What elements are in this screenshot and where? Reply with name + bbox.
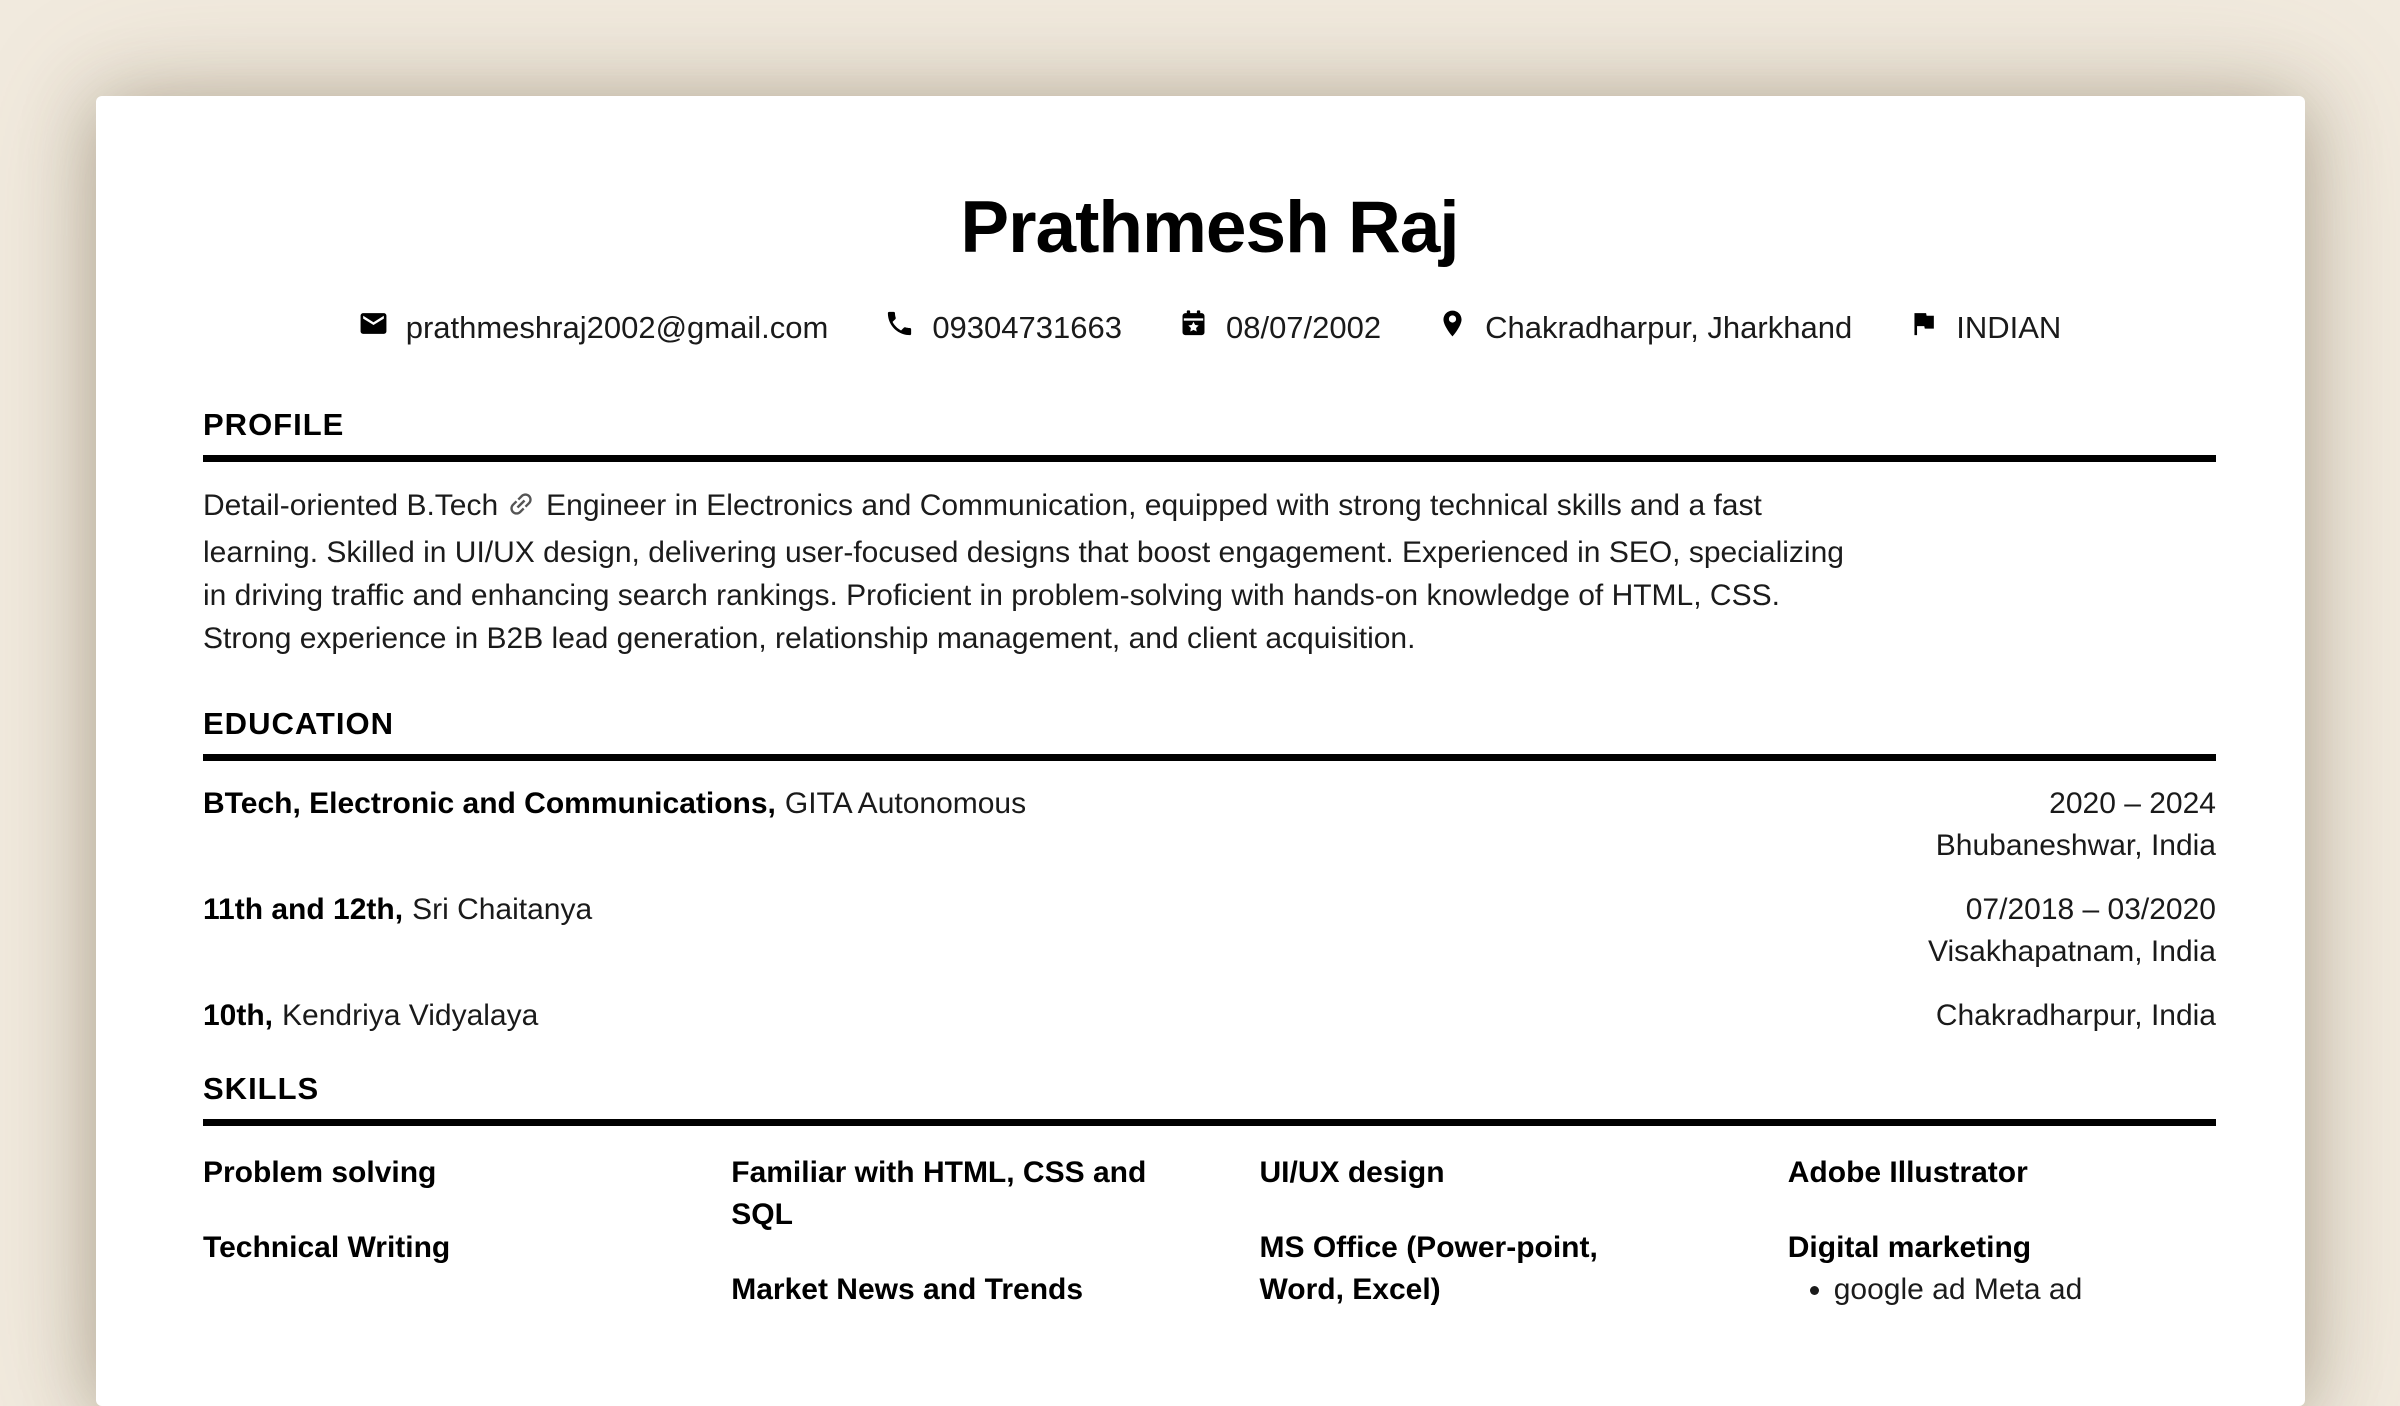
profile-line-4: Strong experience in B2B lead generation, relationship management, and client acquisition. bbox=[203, 622, 1416, 656]
skill-item: Market News and Trends bbox=[731, 1273, 1084, 1307]
resume-name: Prathmesh Raj bbox=[960, 187, 1459, 268]
education-location: Visakhapatnam, India bbox=[1928, 935, 2216, 969]
phone-icon bbox=[884, 308, 915, 347]
skills-section bbox=[203, 1071, 2216, 1344]
education-entry-left bbox=[203, 889, 592, 931]
education-entry bbox=[203, 995, 2216, 1037]
education-school: Sri Chaitanya bbox=[412, 893, 593, 927]
contact-phone bbox=[884, 308, 1122, 347]
contact-nationality bbox=[1908, 308, 2061, 347]
skill-item: Technical Writing bbox=[203, 1231, 451, 1265]
contact-nationality-value: INDIAN bbox=[1956, 309, 2062, 345]
profile-line-1 bbox=[203, 484, 2216, 531]
education-degree: BTech, Electronic and Communications, bbox=[203, 787, 776, 821]
profile-section bbox=[203, 407, 2216, 660]
skill-bullet-list bbox=[1788, 1269, 2216, 1311]
education-location: Chakradharpur, India bbox=[1935, 999, 2216, 1033]
email-icon bbox=[358, 308, 389, 347]
skills-column-3 bbox=[1260, 1152, 1688, 1344]
nationality-flag-icon bbox=[1908, 308, 1939, 347]
birthdate-calendar-icon bbox=[1178, 308, 1209, 347]
skill-item: Problem solving bbox=[203, 1156, 437, 1190]
skills-grid bbox=[203, 1152, 2216, 1344]
profile-line-1-after-link: Engineer in Electronics and Communication, equipped with strong technical skills and a fast bbox=[546, 489, 1762, 523]
contact-location-value: Chakradharpur, Jharkhand bbox=[1485, 309, 1853, 345]
education-section bbox=[203, 706, 2216, 1037]
education-entry-left bbox=[203, 783, 1026, 825]
education-heading: EDUCATION bbox=[203, 706, 2216, 761]
skill-item: UI/UX design bbox=[1259, 1156, 1445, 1190]
profile-line-2: learning. Skilled in UI/UX design, delivering user-focused designs that boost engagement. Experienced in SEO, specializing bbox=[203, 536, 1844, 570]
skill-item bbox=[1788, 1227, 2216, 1311]
skill-item: MS Office (Power-point, Word, Excel) bbox=[1259, 1231, 1598, 1307]
education-location: Bhubaneshwar, India bbox=[1935, 829, 2216, 863]
education-entry bbox=[203, 783, 2216, 867]
link-icon[interactable] bbox=[506, 488, 536, 531]
skill-item-label: Digital marketing bbox=[1787, 1231, 2032, 1265]
profile-text bbox=[203, 484, 2216, 660]
education-school: Kendriya Vidyalaya bbox=[282, 999, 539, 1033]
education-school: GITA Autonomous bbox=[784, 787, 1027, 821]
location-pin-icon bbox=[1437, 308, 1468, 347]
contact-email-value: prathmeshraj2002@gmail.com bbox=[405, 309, 829, 345]
contact-location bbox=[1437, 308, 1852, 347]
education-entry-right bbox=[1936, 995, 2216, 1037]
education-dates: 07/2018 – 03/2020 bbox=[1965, 893, 2216, 927]
education-entry bbox=[203, 889, 2216, 973]
education-entry-right bbox=[1928, 889, 2216, 973]
profile-heading: PROFILE bbox=[203, 407, 2216, 462]
education-entry-right bbox=[1936, 783, 2216, 867]
education-degree: 10th, bbox=[203, 999, 274, 1033]
skills-heading: SKILLS bbox=[203, 1071, 2216, 1126]
skill-item: Familiar with HTML, CSS and SQL bbox=[731, 1156, 1147, 1232]
resume-page bbox=[96, 96, 2305, 1406]
skill-item: Adobe Illustrator bbox=[1787, 1156, 2028, 1190]
skills-column-2 bbox=[731, 1152, 1159, 1344]
profile-line-1-before-link: Detail-oriented B.Tech bbox=[203, 489, 499, 523]
skills-column-1 bbox=[203, 1152, 631, 1344]
contact-birthdate bbox=[1178, 308, 1381, 347]
education-degree: 11th and 12th, bbox=[203, 893, 404, 927]
contact-email bbox=[358, 308, 829, 347]
contact-phone-value: 09304731663 bbox=[932, 309, 1122, 345]
education-dates: 2020 – 2024 bbox=[2049, 787, 2216, 821]
contact-birthdate-value: 08/07/2002 bbox=[1225, 309, 1382, 345]
contact-row bbox=[203, 308, 2216, 347]
skill-bullet: • google ad Meta ad bbox=[1834, 1269, 2216, 1311]
skills-column-4 bbox=[1788, 1152, 2216, 1344]
profile-line-3: in driving traffic and enhancing search rankings. Proficient in problem-solving with hands-on knowledge of HTML, CSS. bbox=[203, 579, 1780, 613]
education-entry-left bbox=[203, 995, 538, 1037]
